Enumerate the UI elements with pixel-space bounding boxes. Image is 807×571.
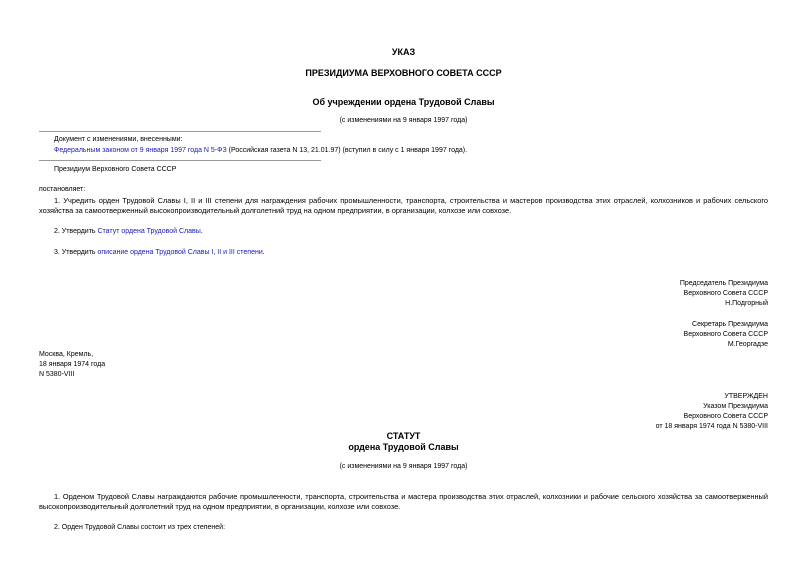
secretary-name: М.Георгадзе (727, 341, 768, 348)
decree-subtitle: ПРЕЗИДИУМА ВЕРХОВНОГО СОВЕТА СССР (305, 68, 502, 78)
decree-item-3: 3. Утвердить описание ордена Трудовой Славы I, II и III степени. (54, 249, 265, 256)
approval-line-2: Указом Президиума (703, 403, 768, 410)
statute-amendments: (с изменениями на 9 января 1997 года) (339, 463, 468, 470)
issuer: Президиум Верховного Совета СССР (54, 166, 177, 173)
note-top-rule (39, 131, 321, 132)
statute-para-2: 2. Орден Трудовой Славы состоит из трех степеней: (54, 524, 226, 531)
statute-title: СТАТУТ (386, 431, 421, 441)
date: 18 января 1974 года (39, 361, 106, 368)
chairman-name: Н.Подгорный (725, 300, 768, 307)
note-line (54, 146, 467, 156)
note-bottom-rule (39, 160, 321, 161)
note-suffix: (Российская газета N 13, 21.01.97) (вступил в силу с 1 января 1997 года). (226, 147, 468, 154)
statute-link[interactable]: Статут ордена Трудовой Славы (97, 228, 201, 235)
order-description-link[interactable]: описание ордена Трудовой Славы I, II и III степени (97, 249, 263, 256)
secretary-role-2: Верховного Совета СССР (683, 331, 768, 338)
chairman-role-1: Председатель Президиума (679, 280, 768, 287)
decree-item-2: 2. Утвердить Статут ордена Трудовой Славы. (54, 228, 203, 235)
decree-number: N 5380-VIII (39, 371, 75, 378)
note-intro: Документ с изменениями, внесенными: (54, 136, 183, 143)
decree-title: УКАЗ (391, 47, 416, 57)
approval-line-3: Верховного Совета СССР (683, 413, 768, 420)
statute-para-1: 1. Орденом Трудовой Славы награждаются рабочие промышленности, транспорта, строительства и мастера производства этих отраслей, колхозники и рабочие сельского хозяйства за самоотверженный высокопроизводительный долголетний труд на одном предприятии, в организации, колхозе или совхозе. (39, 492, 768, 511)
approval-line-1: УТВЕРЖДЕН (724, 393, 768, 400)
decree-item-1: 1. Учредить орден Трудовой Славы I, II и III степени для награждения рабочих промышленности, транспорта, строительства и мастеров производства этих отраслей, колхозников и рабочих сельского хозяйства за самоотверженный высокопроизводительный долголетний труд на одном предприятии, в организации, колхозе или совхозе. (39, 196, 768, 215)
place: Москва, Кремль, (39, 351, 94, 358)
approval-line-4: от 18 января 1974 года N 5380-VIII (655, 423, 768, 430)
chairman-role-2: Верховного Совета СССР (683, 290, 768, 297)
secretary-role-1: Секретарь Президиума (692, 321, 768, 328)
decree-heading: Об учреждении ордена Трудовой Славы (312, 97, 495, 107)
statute-subtitle: ордена Трудовой Славы (348, 442, 459, 452)
decree-amendments: (с изменениями на 9 января 1997 года) (339, 117, 468, 124)
decrees-label: постановляет: (39, 186, 86, 193)
federal-law-link[interactable]: Федеральным законом от 9 января 1997 года N 5-ФЗ (54, 147, 227, 154)
